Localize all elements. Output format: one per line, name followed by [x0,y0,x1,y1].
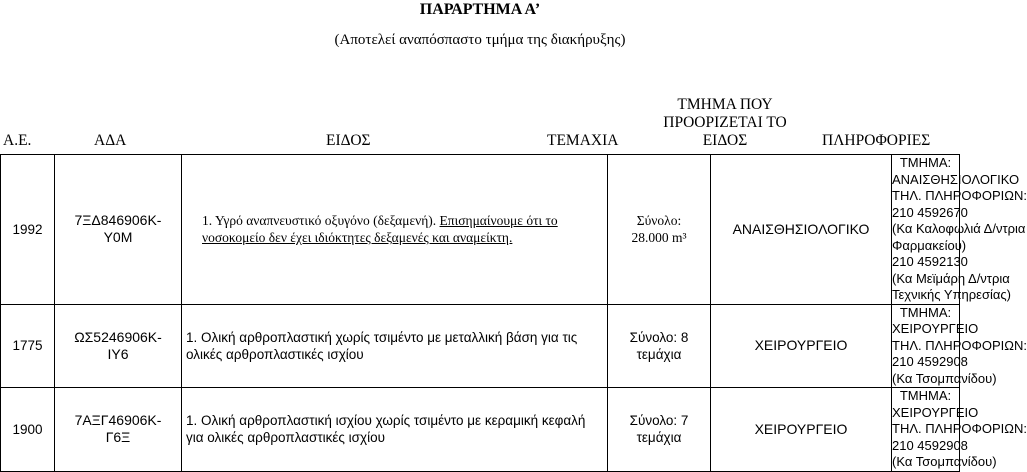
cell-ae: 1900 [1,388,55,472]
cell-dept: ΑΝΑΙΣΘΗΣΙΟΛΟΓΙΚΟ [711,155,892,305]
cell-info [892,155,1027,305]
cell-qty [608,155,711,305]
items-table [0,154,1027,472]
info-line: ΤΗΛ. ΠΛΗΡΟΦΟΡΙΩΝ: [892,337,1027,353]
table-row [1,388,960,472]
header-eidos: ΕΙΔΟΣ [326,132,371,149]
info-line: ΧΕΙΡΟΥΡΓΕΙΟ [892,321,979,336]
cell-ada [55,304,182,388]
item-note: Επισημαίνουμε ότι το νοσοκομείο δεν έχει ιδιόκτητες δεξαμενές και αναμείκτη. [202,213,558,246]
info-line: ΤΗΛ. ΠΛΗΡΟΦΟΡΙΩΝ: [892,188,1027,203]
header-tmima-line1: ΤΜΗΜΑ ΠΟΥ [677,96,773,113]
cell-dept: ΧΕΙΡΟΥΡΓΕΙΟ [711,304,892,388]
info-line: ΤΜΗΜΑ: [899,155,952,170]
header-tmima [630,96,820,150]
header-tmima-line2: ΠΡΟΟΡΙΖΕΤΑΙ ΤΟ [663,114,787,131]
ada-line2: Υ0Μ [103,229,133,246]
cell-qty [608,388,711,472]
cell-ae: 1992 [1,155,55,305]
cell-item: 1. Ολική αρθροπλαστική χωρίς τσιμέντο με μεταλλική βάση για τις ολικές αρθροπλαστικές ισχίου [182,304,608,388]
cell-qty [608,304,711,388]
info-line: 210 4592130 [892,254,968,269]
info-line: 210 4592670 [892,204,968,220]
document-title: ΠΑΡΑΡΤΗΜΑ Α’ [419,1,541,18]
cell-ada [55,155,182,305]
cell-item: 1. Ολική αρθροπλαστική ισχίου χωρίς τσιμέντο με κεραμική κεφαλή για ολικές αρθροπλαστικές ισχίου [182,388,608,472]
info-line: (Κα Καλοφωλιά Δ/ντρια [892,221,1026,236]
cell-ada [55,388,182,472]
qty-line1: Σύνολο: 7 [629,413,689,429]
table-header [0,96,960,152]
header-ada: ΑΔΑ [94,132,127,149]
info-line: ΤΗΛ. ΠΛΗΡΟΦΟΡΙΩΝ: [892,421,1027,436]
info-line: Φαρμακείου) [892,237,967,253]
qty-line2: τεμάχια [636,430,682,446]
qty-line1: Σύνολο: [636,213,682,229]
cell-info [892,388,1027,472]
table-row [1,155,960,305]
ada-line2: ΙΥ6 [107,345,129,362]
info-line: Τεχνικής Υπηρεσίας) [892,287,1011,302]
header-tmima-line3: ΕΙΔΟΣ [702,132,748,149]
item-text: 1. Υγρό αναπνευστικό οξυγόνο (δεξαμενή). [202,213,440,229]
info-line: ΑΝΑΙΣΘΗΣΙΟΛΟΓΙΚΟ [892,171,1020,187]
qty-line2: τεμάχια [636,346,682,362]
ada-line2: Γ6Ξ [105,429,131,446]
document-subtitle: (Αποτελεί αναπόσπαστο τμήμα της διακήρυξης) [334,32,626,48]
info-line: (Κα Τσομπανίδου) [892,454,997,469]
info-line: ΤΜΗΜΑ: [899,388,952,403]
info-line: 210 4592908 [892,437,968,453]
header-temaxia: ΤΕΜΑΧΙΑ [547,132,619,149]
qty-line2: 28.000 m³ [631,230,687,246]
info-line: (Κα Μεϊμάρη Δ/ντρια [892,270,1010,286]
table-row [1,304,960,388]
cell-dept: ΧΕΙΡΟΥΡΓΕΙΟ [711,388,892,472]
qty-line1: Σύνολο: 8 [629,329,689,345]
cell-info [892,304,1027,388]
header-info: ΠΛΗΡΟΦΟΡΙΕΣ [822,132,931,149]
ada-line1: 7ΑΞΓ46906Κ- [74,412,162,429]
cell-item [182,155,608,305]
cell-ae: 1775 [1,304,55,388]
info-line: (Κα Τσομπανίδου) [892,370,997,386]
info-line: 210 4592908 [892,354,968,369]
info-line: ΧΕΙΡΟΥΡΓΕΙΟ [892,404,979,420]
info-line: ΤΜΗΜΑ: [899,304,952,320]
ada-line1: 7ΞΔ846906Κ- [74,212,162,229]
ada-line1: ΩΣ5246906Κ- [74,328,162,345]
header-ae: Α.Ε. [3,132,32,149]
